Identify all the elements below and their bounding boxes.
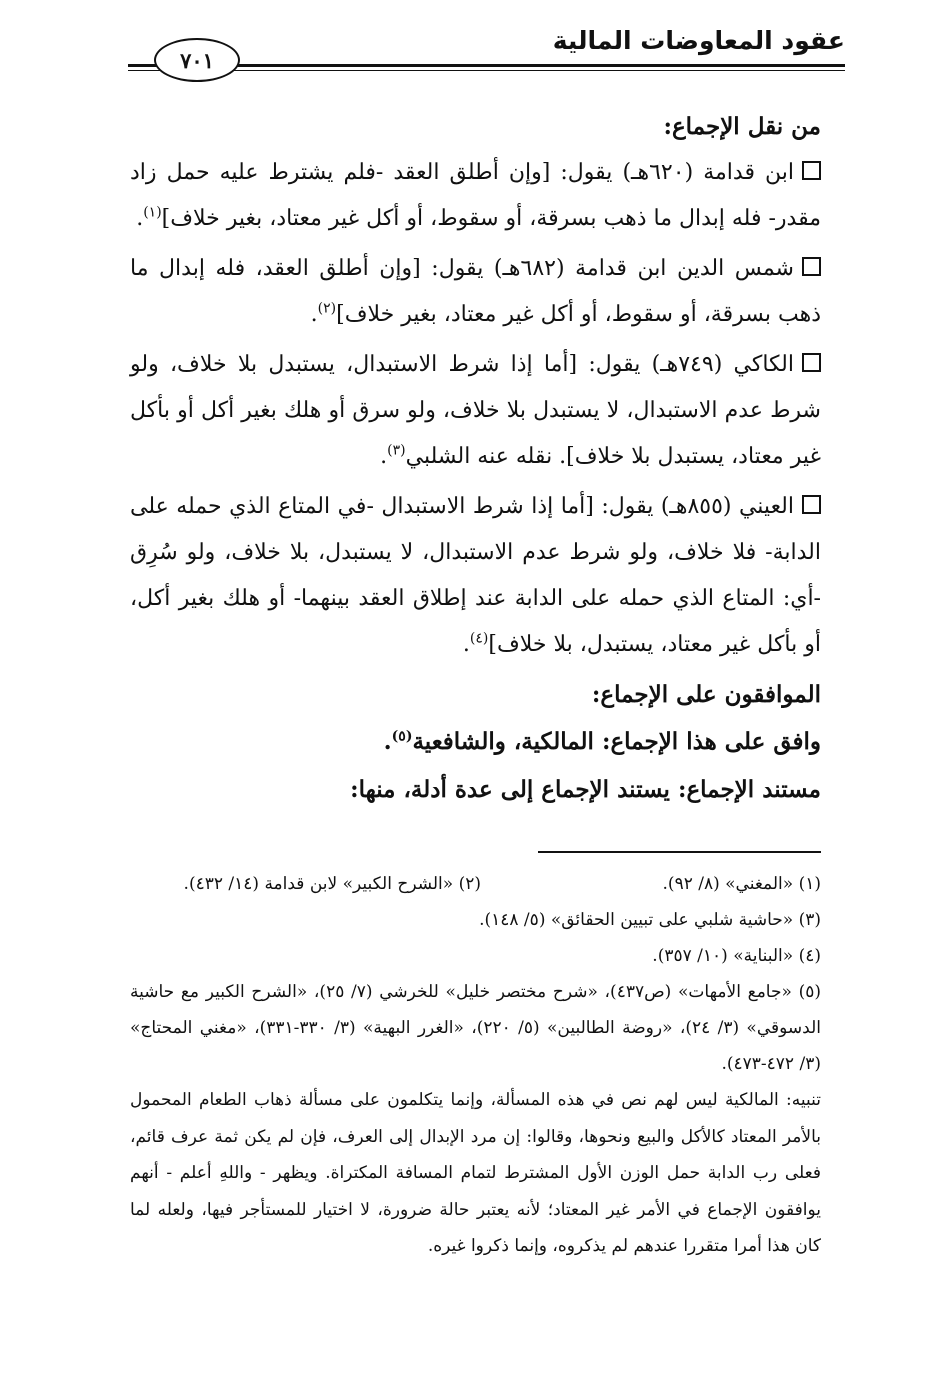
square-bullet-icon xyxy=(802,353,821,372)
quote-ibn-qudama: ابن قدامة (٦٢٠هـ) يقول: [وإن أطلق العقد -فلم يشترط عليه حمل زاد مقدر- فله إبدال ما ذهب بسرقة، أو سقوط، أو أكل غير معتاد، بغير خلاف]$^{(١)}$. xyxy=(130,160,821,231)
footnote-1: (١) «المغني» (٨/ ٩٢). xyxy=(662,874,821,894)
page-number-badge xyxy=(154,38,240,82)
footnote-ref: (٤) xyxy=(469,630,489,647)
footnote-5: (٥) «جامع الأمهات» (ص٤٣٧)، «شرح مختصر خليل» للخرشي (٧/ ٢٥)، «الشرح الكبير مع حاشية الدسوقي» (٣/ ٢٤)، «روضة الطالبين» (٥/ ٢٢٠)، «الغرر البهية» (٣/ ٣٣٠-٣٣١)، «مغني المحتاج» (٣/ ٤٧٢-٤٧٣). xyxy=(130,982,822,1074)
footnotes xyxy=(130,866,821,1265)
footnote-row xyxy=(130,866,821,902)
quote-text: الكاكي (٧٤٩هـ) يقول: [أما إذا شرط الاستبدال، يستبدل بلا خلاف، ولو شرط عدم الاستبدال، لا يستبدل بلا خلاف، ولو سرق أو هلك بغير أكل أو بأكل غير معتاد، يستبدل بلا خلاف]. نقله عنه الشلبي xyxy=(130,352,821,469)
heading-transmitters: من نقل الإجماع: xyxy=(663,113,821,140)
main-text xyxy=(130,104,821,814)
square-bullet-icon xyxy=(802,257,821,276)
footnote-ref: (٣) xyxy=(387,442,406,459)
footnote-ref: (١) xyxy=(143,204,162,221)
agreeing-text: وافق على هذا الإجماع: المالكية، والشافعية xyxy=(412,728,821,755)
consensus-basis: مستند الإجماع: يستند الإجماع إلى عدة أدلة، منها: xyxy=(350,776,821,803)
quote-aini: العيني (٨٥٥هـ) يقول: [أما إذا شرط الاستبدال -في المتاع الذي حمله على الدابة- فلا خلاف، ولو شرط عدم الاستبدال، لا يستبدل، بلا خلاف، ولو سُرِق -أي: المتاع الذي حمله على الدابة عند إطلاق العقد بينهما- أو هلك بغير أكل، أو بأكل غير معتاد، يستبدل، بلا خلاف]$^{(٤)}$. xyxy=(130,494,821,657)
page-number: ٧٠١ xyxy=(180,47,214,73)
agreeing-schools: وافق على هذا الإجماع: المالكية، والشافعية$^{(٥)}$. xyxy=(383,728,821,755)
footnote-ref: (٢) xyxy=(317,300,337,317)
quote-kaki: الكاكي (٧٤٩هـ) يقول: [أما إذا شرط الاستبدال، يستبدل بلا خلاف، ولو شرط عدم الاستبدال، لا يستبدل بلا خلاف، ولو سرق أو هلك بغير أكل أو بأكل غير معتاد، يستبدل بلا خلاف]. نقله عنه الشلبي$^{(٣)}$. xyxy=(130,352,821,469)
square-bullet-icon xyxy=(802,161,821,180)
quote-shams-ibn-qudama: شمس الدين ابن قدامة (٦٨٢هـ) يقول: [وإن أطلق العقد، فله إبدال ما ذهب بسرقة، أو سقوط، أو أكل غير معتاد، بغير خلاف]$^{(٢)}$. xyxy=(130,256,821,327)
footnote-note: تنبيه: المالكية ليس لهم نص في هذه المسألة، وإنما يتكلمون على مسألة ذهاب الطعام المحمول بالأمر المعتاد كالأكل والبيع ونحوها، وقالوا: إن مرد الإبدال إلى العرف، فإن لم يكن ثمة عرف قائم، فعلى رب الدابة حمل الوزن الأول المشترط لتمام المسافة المكتراة. ويظهر - واللهِ أعلم - أنهم يوافقون الإجماع في الأمر غير المعتاد؛ لأنه يعتبر حالة ضرورة، لا اختيار للمستأجر فيها، ولعله لما كان هذا أمرا متقررا عندهم لم يذكروه، وإنما ذكروا غيره. xyxy=(130,1090,821,1256)
quote-text: شمس الدين ابن قدامة (٦٨٢هـ) يقول: [وإن أطلق العقد، فله إبدال ما ذهب بسرقة، أو سقوط، أو أكل غير معتاد، بغير خلاف] xyxy=(130,256,821,327)
footnote-3: (٣) «حاشية شلبي على تبيين الحقائق» (٥/ ١٤٨). xyxy=(479,910,821,930)
footnote-4: (٤) «البناية» (١٠/ ٣٥٧). xyxy=(652,946,821,966)
running-header-title: عقود المعاوضات المالية xyxy=(552,26,845,55)
footnote-separator xyxy=(538,851,821,853)
footnote-2: (٢) «الشرح الكبير» لابن قدامة (١٤/ ٤٣٢). xyxy=(183,874,481,894)
header-rule-thin xyxy=(128,70,845,71)
square-bullet-icon xyxy=(802,495,821,514)
quote-text: ابن قدامة (٦٢٠هـ) يقول: [وإن أطلق العقد -فلم يشترط عليه حمل زاد مقدر- فله إبدال ما ذهب بسرقة، أو سقوط، أو أكل غير معتاد، بغير خلاف] xyxy=(130,160,821,231)
quote-text: العيني (٨٥٥هـ) يقول: [أما إذا شرط الاستبدال -في المتاع الذي حمله على الدابة- فلا خلاف، ولو شرط عدم الاستبدال، لا يستبدل، بلا خلاف، ولو سُرِق -أي: المتاع الذي حمله على الدابة عند إطلاق العقد بينهما- أو هلك بغير أكل، أو بأكل غير معتاد، يستبدل، بلا خلاف] xyxy=(130,494,821,657)
footnote-ref: (٥) xyxy=(391,728,413,745)
heading-agreeing: الموافقون على الإجماع: xyxy=(591,681,821,708)
